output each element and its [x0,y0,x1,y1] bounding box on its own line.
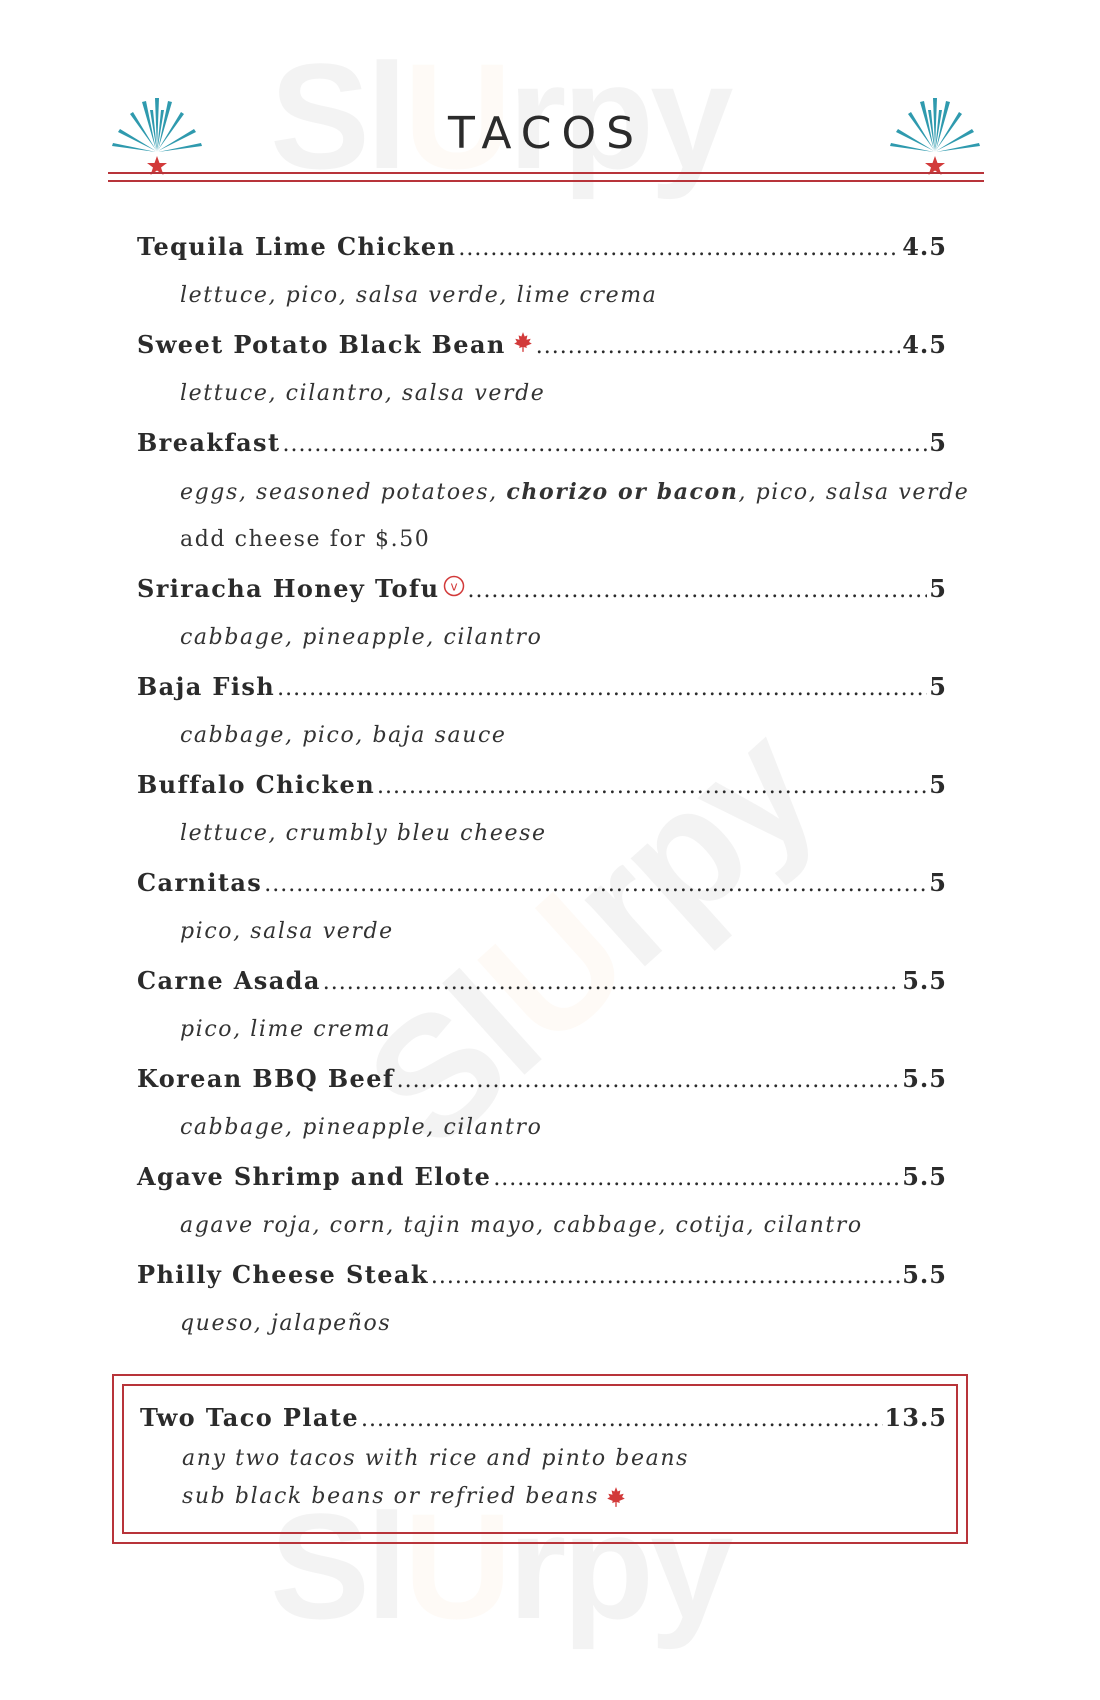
menu-item [137,320,947,418]
item-price: 5.5 [902,1162,947,1191]
menu-item [137,858,947,956]
item-description [137,468,970,516]
dot-leader [467,566,927,616]
item-description: lettuce, crumbly bleu cheese [180,821,547,846]
maple-leaf-icon [512,331,534,353]
menu-item [137,564,947,662]
taco-menu-list [137,222,970,1348]
item-price: 5 [929,574,947,603]
description-text: sub black beans or refried beans [182,1484,600,1509]
item-name: Buffalo Chicken [137,770,376,799]
menu-item [137,1250,947,1348]
menu-item [137,1054,947,1152]
item-name: Carne Asada [137,966,321,995]
item-price: 5.5 [902,1260,947,1289]
agave-plant-star-icon [890,88,980,178]
item-price: 5 [929,428,947,457]
description-emphasis: chorizo or bacon [506,479,739,505]
item-price: 5 [929,868,947,897]
item-description: agave roja, corn, tajin mayo, cabbage, cotija, cilantro [180,1213,863,1238]
item-name: Carnitas [137,868,263,897]
plate-description-line2 [140,1478,947,1516]
header-rule-top [108,172,984,174]
menu-item [137,1152,947,1250]
dot-leader [277,664,927,714]
svg-text:v: v [450,579,459,594]
item-name: Korean BBQ Beef [137,1064,395,1093]
item-price: 5.5 [902,966,947,995]
item-name: Breakfast [137,428,281,457]
maple-leaf-icon [605,1486,627,1508]
item-price: 5.5 [902,1064,947,1093]
menu-item [137,418,970,564]
menu-item [137,956,947,1054]
dot-leader [377,762,927,812]
two-taco-plate [140,1396,947,1516]
item-name: Sriracha Honey Tofu [137,574,440,603]
dot-leader [458,224,900,274]
item-name: Agave Shrimp and Elote [137,1162,492,1191]
dot-leader [397,1056,901,1106]
item-description: lettuce, cilantro, salsa verde [180,381,546,406]
item-name: Tequila Lime Chicken [137,232,457,261]
item-description: cabbage, pineapple, cilantro [180,625,543,650]
dot-leader [323,958,900,1008]
item-name: Two Taco Plate [140,1403,360,1432]
description-text: , pico, salsa verde [738,480,970,505]
header-rule-bottom [108,180,984,182]
item-price: 5 [929,672,947,701]
item-description: pico, salsa verde [180,919,394,944]
circled-v-icon [443,575,465,597]
item-name: Sweet Potato Black Bean [137,330,506,359]
plate-description-line1: any two tacos with rice and pinto beans [182,1446,689,1471]
dot-leader [264,860,927,910]
menu-item [137,760,947,858]
item-description: cabbage, pico, baja sauce [180,723,507,748]
item-price: 13.5 [884,1403,947,1432]
page-title: TACOS [447,108,645,159]
item-description: pico, lime crema [180,1017,392,1042]
item-price: 5 [929,770,947,799]
menu-item [137,662,947,760]
dot-leader [361,1398,883,1442]
dot-leader [282,420,927,470]
item-name: Philly Cheese Steak [137,1260,429,1289]
item-description: cabbage, pineapple, cilantro [180,1115,543,1140]
item-price: 4.5 [902,330,947,359]
dot-leader [493,1154,900,1204]
item-price: 4.5 [902,232,947,261]
item-addon-note: add cheese for $.50 [180,527,431,552]
dot-leader [431,1252,900,1302]
menu-header [108,80,984,190]
menu-item [137,222,947,320]
item-description: queso, jalapeños [180,1311,392,1336]
item-description: lettuce, pico, salsa verde, lime crema [180,283,658,308]
description-text: eggs, seasoned potatoes, [180,480,507,505]
item-name: Baja Fish [137,672,276,701]
dot-leader [536,322,900,372]
